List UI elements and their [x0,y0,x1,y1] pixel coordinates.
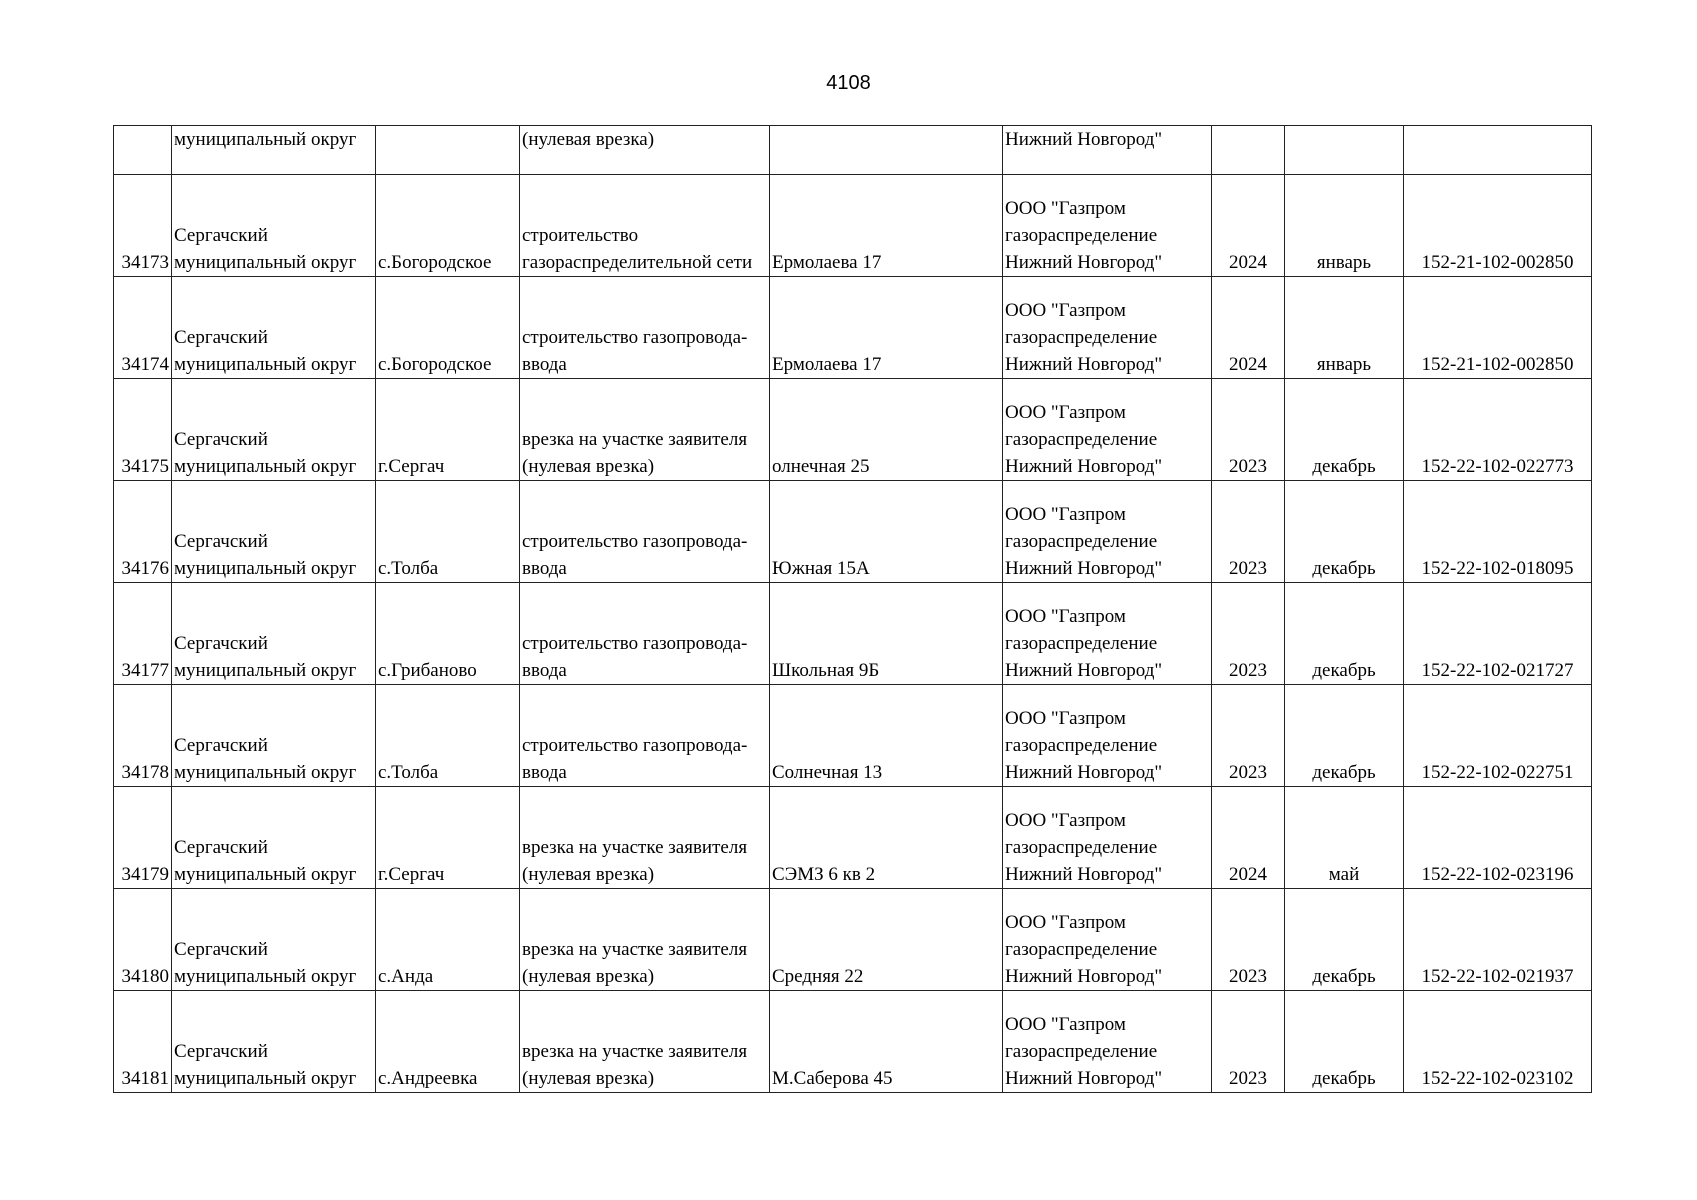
cell-org [1003,379,1212,481]
cell-num: 34177 [114,583,172,685]
cell-line: ООО "Газпром [1005,198,1126,219]
cell-num: 34176 [114,481,172,583]
cell-line: газораспределение [1005,633,1158,654]
cell-line: Сергачский [174,837,268,858]
cell-address: Ермолаева 17 [770,277,1003,379]
cell-code: 152-22-102-022751 [1404,685,1592,787]
cell-place [376,126,520,175]
cell-district [172,889,376,991]
cell-code: 152-22-102-023102 [1404,991,1592,1093]
cell-line: (нулевая врезка) [522,1068,655,1089]
cell-line: ООО "Газпром [1005,912,1126,933]
cell-year: 2023 [1212,991,1285,1093]
table-row [114,583,1592,685]
cell-year: 2023 [1212,379,1285,481]
cell-month: декабрь [1285,379,1404,481]
cell-org [1003,175,1212,277]
cell-org [1003,583,1212,685]
cell-place: с.Анда [376,889,520,991]
cell-line: ООО "Газпром [1005,1014,1126,1035]
cell-line: ООО "Газпром [1005,810,1126,831]
cell-address [770,126,1003,175]
cell-line: Сергачский [174,531,268,552]
registry-table [113,125,1592,1093]
cell-district [172,379,376,481]
cell-org [1003,991,1212,1093]
cell-line: муниципальный округ [174,558,357,579]
cell-code: 152-22-102-023196 [1404,787,1592,889]
cell-line: врезка на участке заявителя [522,939,748,960]
cell-line: Нижний Новгород" [1005,456,1163,477]
cell-line: строительство газопровода- [522,531,748,552]
cell-num: 34180 [114,889,172,991]
cell-district [172,175,376,277]
cell-place: с.Андреевка [376,991,520,1093]
cell-line: газораспределение [1005,225,1158,246]
cell-num: 34179 [114,787,172,889]
cell-district [172,685,376,787]
cell-line: муниципальный округ [174,660,357,681]
cell-line: Сергачский [174,327,268,348]
cell-month [1285,126,1404,175]
cell-line: газораспределение [1005,327,1158,348]
table-row [114,685,1592,787]
cell-address: Ермолаева 17 [770,175,1003,277]
cell-year: 2024 [1212,787,1285,889]
cell-month: декабрь [1285,481,1404,583]
cell-work [520,685,770,787]
cell-org: Нижний Новгород" [1003,126,1212,175]
cell-address: СЭМЗ 6 кв 2 [770,787,1003,889]
cell-num: 34173 [114,175,172,277]
cell-year: 2023 [1212,889,1285,991]
cell-num: 34175 [114,379,172,481]
cell-year: 2024 [1212,277,1285,379]
cell-place: с.Богородское [376,175,520,277]
cell-month: декабрь [1285,583,1404,685]
cell-org [1003,889,1212,991]
cell-year: 2023 [1212,583,1285,685]
cell-code: 152-21-102-002850 [1404,175,1592,277]
cell-address: Школьная 9Б [770,583,1003,685]
cell-line: газораспределение [1005,531,1158,552]
cell-work [520,277,770,379]
cell-code [1404,126,1592,175]
cell-line: газораспределение [1005,429,1158,450]
cell-work [520,889,770,991]
cell-line: ООО "Газпром [1005,402,1126,423]
cell-line: муниципальный округ [174,762,357,783]
cell-line: Нижний Новгород" [1005,558,1163,579]
cell-line: строительство газопровода- [522,633,748,654]
cell-year: 2023 [1212,481,1285,583]
cell-line: Сергачский [174,735,268,756]
cell-num [114,126,172,175]
cell-line: муниципальный округ [174,864,357,885]
cell-line: Нижний Новгород" [1005,762,1163,783]
cell-line: ввода [522,762,567,783]
cell-line: газораспределение [1005,837,1158,858]
cell-month: май [1285,787,1404,889]
cell-work [520,787,770,889]
table-row [114,481,1592,583]
cell-num: 34178 [114,685,172,787]
cell-line: (нулевая врезка) [522,864,655,885]
cell-address: Средняя 22 [770,889,1003,991]
cell-line: ООО "Газпром [1005,504,1126,525]
cell-num: 34174 [114,277,172,379]
cell-line: строительство газопровода- [522,735,748,756]
cell-line: ООО "Газпром [1005,606,1126,627]
page-number: 4108 [826,72,871,94]
cell-code: 152-22-102-021727 [1404,583,1592,685]
cell-line: Нижний Новгород" [1005,1068,1163,1089]
table-row-continued [114,126,1592,175]
cell-code: 152-22-102-021937 [1404,889,1592,991]
table-row [114,175,1592,277]
cell-district [172,277,376,379]
cell-work: (нулевая врезка) [520,126,770,175]
cell-line: Сергачский [174,225,268,246]
cell-line: муниципальный округ [174,252,357,273]
cell-line: ввода [522,558,567,579]
cell-line: газораспределение [1005,735,1158,756]
cell-district [172,991,376,1093]
cell-line: строительство [522,225,639,246]
cell-district [172,787,376,889]
cell-work [520,481,770,583]
cell-work [520,583,770,685]
table-row [114,991,1592,1093]
cell-district [172,481,376,583]
cell-line: Сергачский [174,429,268,450]
cell-line: ввода [522,660,567,681]
cell-line: Нижний Новгород" [1005,252,1163,273]
cell-code: 152-22-102-022773 [1404,379,1592,481]
cell-line: врезка на участке заявителя [522,1041,748,1062]
cell-line: Нижний Новгород" [1005,660,1163,681]
cell-org [1003,787,1212,889]
cell-address: Южная 15А [770,481,1003,583]
cell-line: ООО "Газпром [1005,300,1126,321]
cell-district: муниципальный округ [172,126,376,175]
cell-place: г.Сергач [376,379,520,481]
cell-line: Нижний Новгород" [1005,966,1163,987]
cell-line: муниципальный округ [174,354,357,375]
cell-line: (нулевая врезка) [522,456,655,477]
cell-code: 152-21-102-002850 [1404,277,1592,379]
cell-place: с.Толба [376,481,520,583]
cell-month: декабрь [1285,685,1404,787]
cell-month: декабрь [1285,991,1404,1093]
cell-year: 2023 [1212,685,1285,787]
cell-month: декабрь [1285,889,1404,991]
cell-month: январь [1285,175,1404,277]
cell-line: строительство газопровода- [522,327,748,348]
cell-year: 2024 [1212,175,1285,277]
cell-month: январь [1285,277,1404,379]
cell-code: 152-22-102-018095 [1404,481,1592,583]
cell-line: муниципальный округ [174,966,357,987]
cell-place: с.Толба [376,685,520,787]
cell-line: ввода [522,354,567,375]
cell-line: Нижний Новгород" [1005,354,1163,375]
table-row [114,379,1592,481]
cell-line: газораспределение [1005,939,1158,960]
cell-year [1212,126,1285,175]
cell-line: Сергачский [174,1041,268,1062]
cell-line: газораспределение [1005,1041,1158,1062]
cell-work [520,175,770,277]
cell-address: М.Саберова 45 [770,991,1003,1093]
table-row [114,277,1592,379]
cell-place: с.Грибаново [376,583,520,685]
cell-line: Сергачский [174,939,268,960]
cell-line: ООО "Газпром [1005,708,1126,729]
cell-line: врезка на участке заявителя [522,837,748,858]
cell-line: Сергачский [174,633,268,654]
cell-work [520,379,770,481]
cell-place: с.Богородское [376,277,520,379]
table-row [114,787,1592,889]
cell-org [1003,481,1212,583]
cell-line: Нижний Новгород" [1005,864,1163,885]
cell-line: врезка на участке заявителя [522,429,748,450]
cell-line: муниципальный округ [174,456,357,477]
cell-district [172,583,376,685]
cell-num: 34181 [114,991,172,1093]
cell-org [1003,685,1212,787]
table-row [114,889,1592,991]
cell-address: Солнечная 13 [770,685,1003,787]
cell-place: г.Сергач [376,787,520,889]
cell-org [1003,277,1212,379]
cell-line: газораспределительной сети [522,252,753,273]
cell-line: (нулевая врезка) [522,966,655,987]
cell-address: олнечная 25 [770,379,1003,481]
cell-line: муниципальный округ [174,1068,357,1089]
cell-work [520,991,770,1093]
